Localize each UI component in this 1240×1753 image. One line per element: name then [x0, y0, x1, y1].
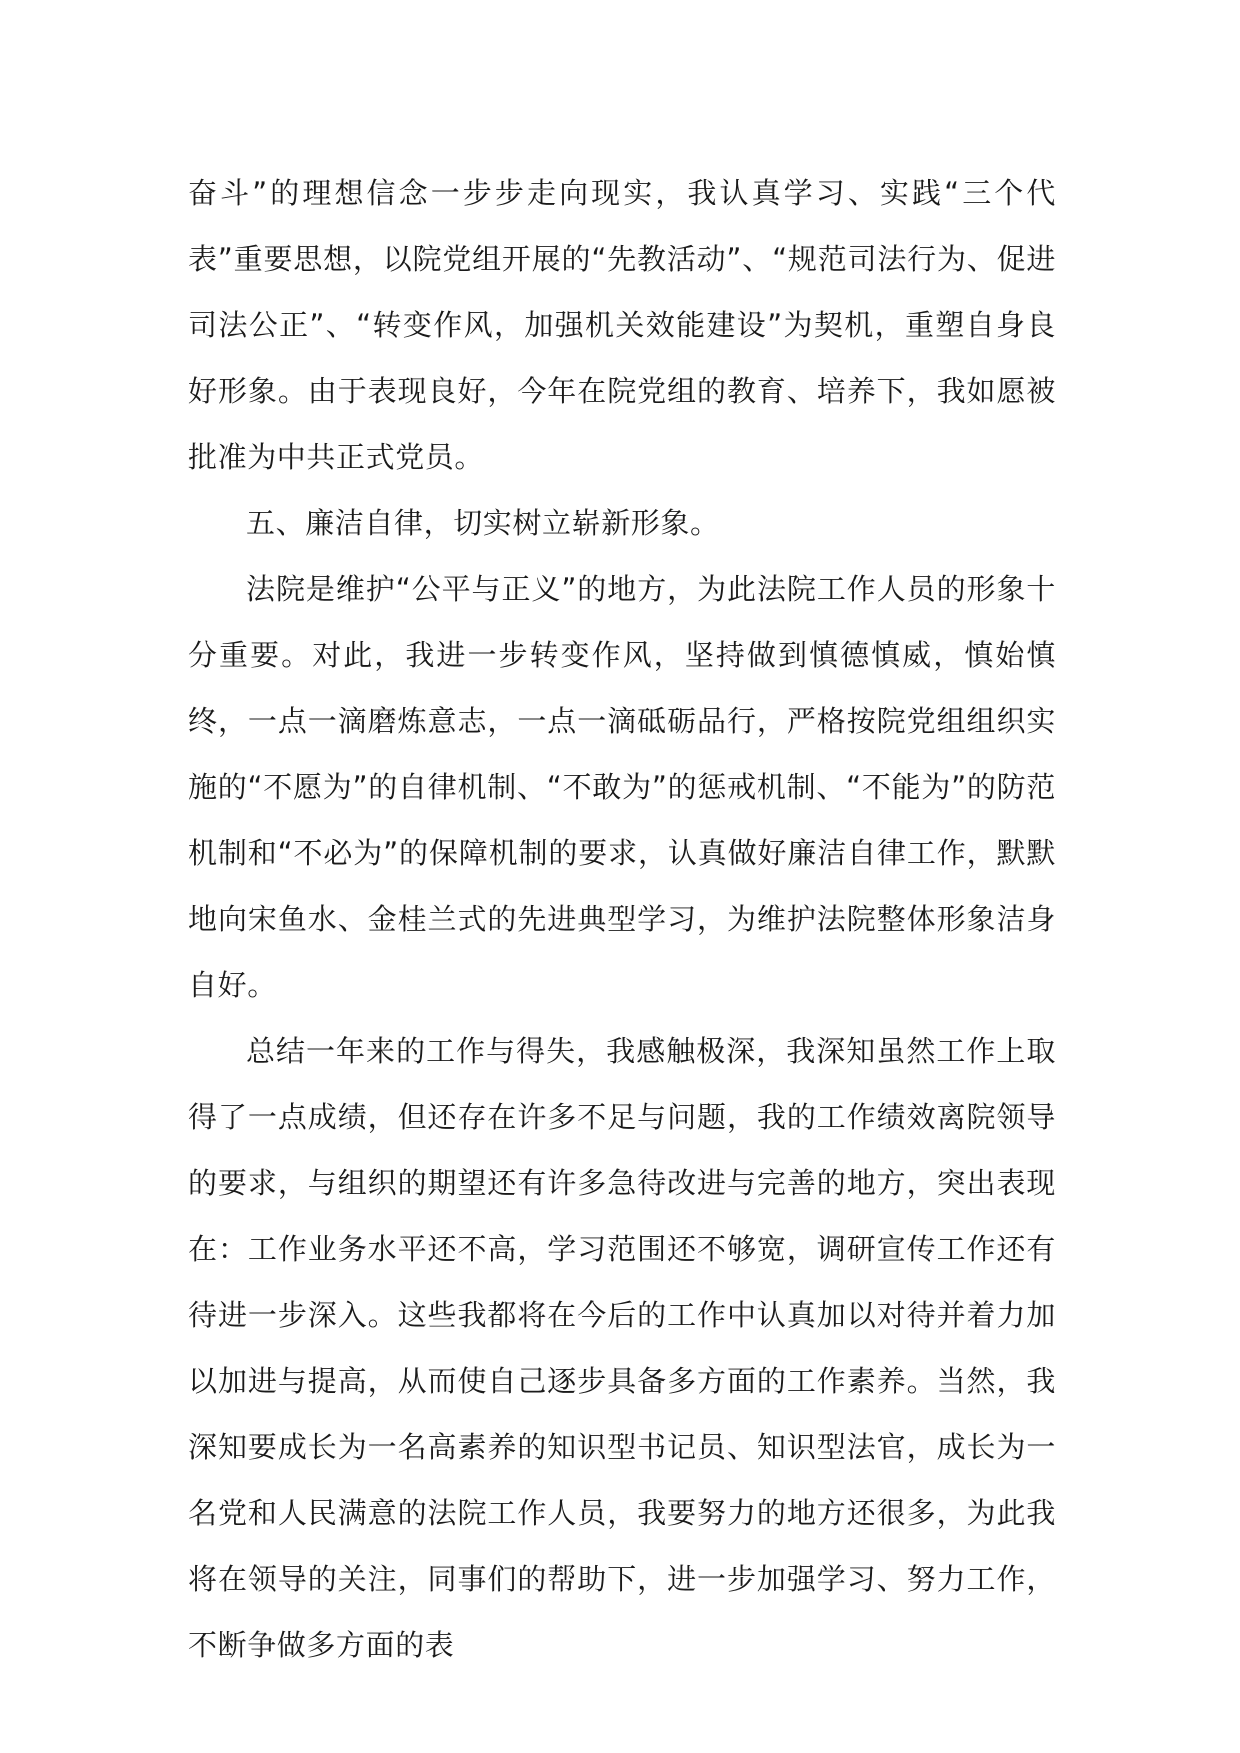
- document-body: [188, 160, 1056, 1678]
- paragraph-party-membership: 奋斗”的理想信念一步步走向现实，我认真学习、实践“三个代表”重要思想，以院党组开展的“先教活动”、“规范司法行为、促进司法公正”、“转变作风，加强机关效能建设”为契机，重塑自身良好形象。由于表现良好，今年在院党组的教育、培养下，我如愿被批准为中共正式党员。: [188, 176, 1056, 474]
- paragraph-integrity: 法院是维护“公平与正义”的地方，为此法院工作人员的形象十分重要。对此，我进一步转变作风，坚持做到慎德慎威，慎始慎终，一点一滴磨炼意志，一点一滴砥砺品行，严格按院党组组织实施的“不愿为”的自律机制、“不敢为”的惩戒机制、“不能为”的防范机制和“不必为”的保障机制的要求，认真做好廉洁自律工作，默默地向宋鱼水、金桂兰式的先进典型学习，为维护法院整体形象洁身自好。: [188, 572, 1056, 1002]
- paragraph-summary: 总结一年来的工作与得失，我感触极深，我深知虽然工作上取得了一点成绩，但还存在许多不足与问题，我的工作绩效离院领导的要求，与组织的期望还有许多急待改进与完善的地方，突出表现在：工作业务水平还不高，学习范围还不够宽，调研宣传工作还有待进一步深入。这些我都将在今后的工作中认真加以对待并着力加以加进与提高，从而使自己逐步具备多方面的工作素养。当然，我深知要成长为一名高素养的知识型书记员、知识型法官，成长为一名党和人民满意的法院工作人员，我要努力的地方还很多，为此我将在领导的关注，同事们的帮助下，进一步加强学习、努力工作，不断争做多方面的表: [188, 1034, 1056, 1662]
- section-heading-integrity: 五、廉洁自律，切实树立崭新形象。: [246, 506, 720, 540]
